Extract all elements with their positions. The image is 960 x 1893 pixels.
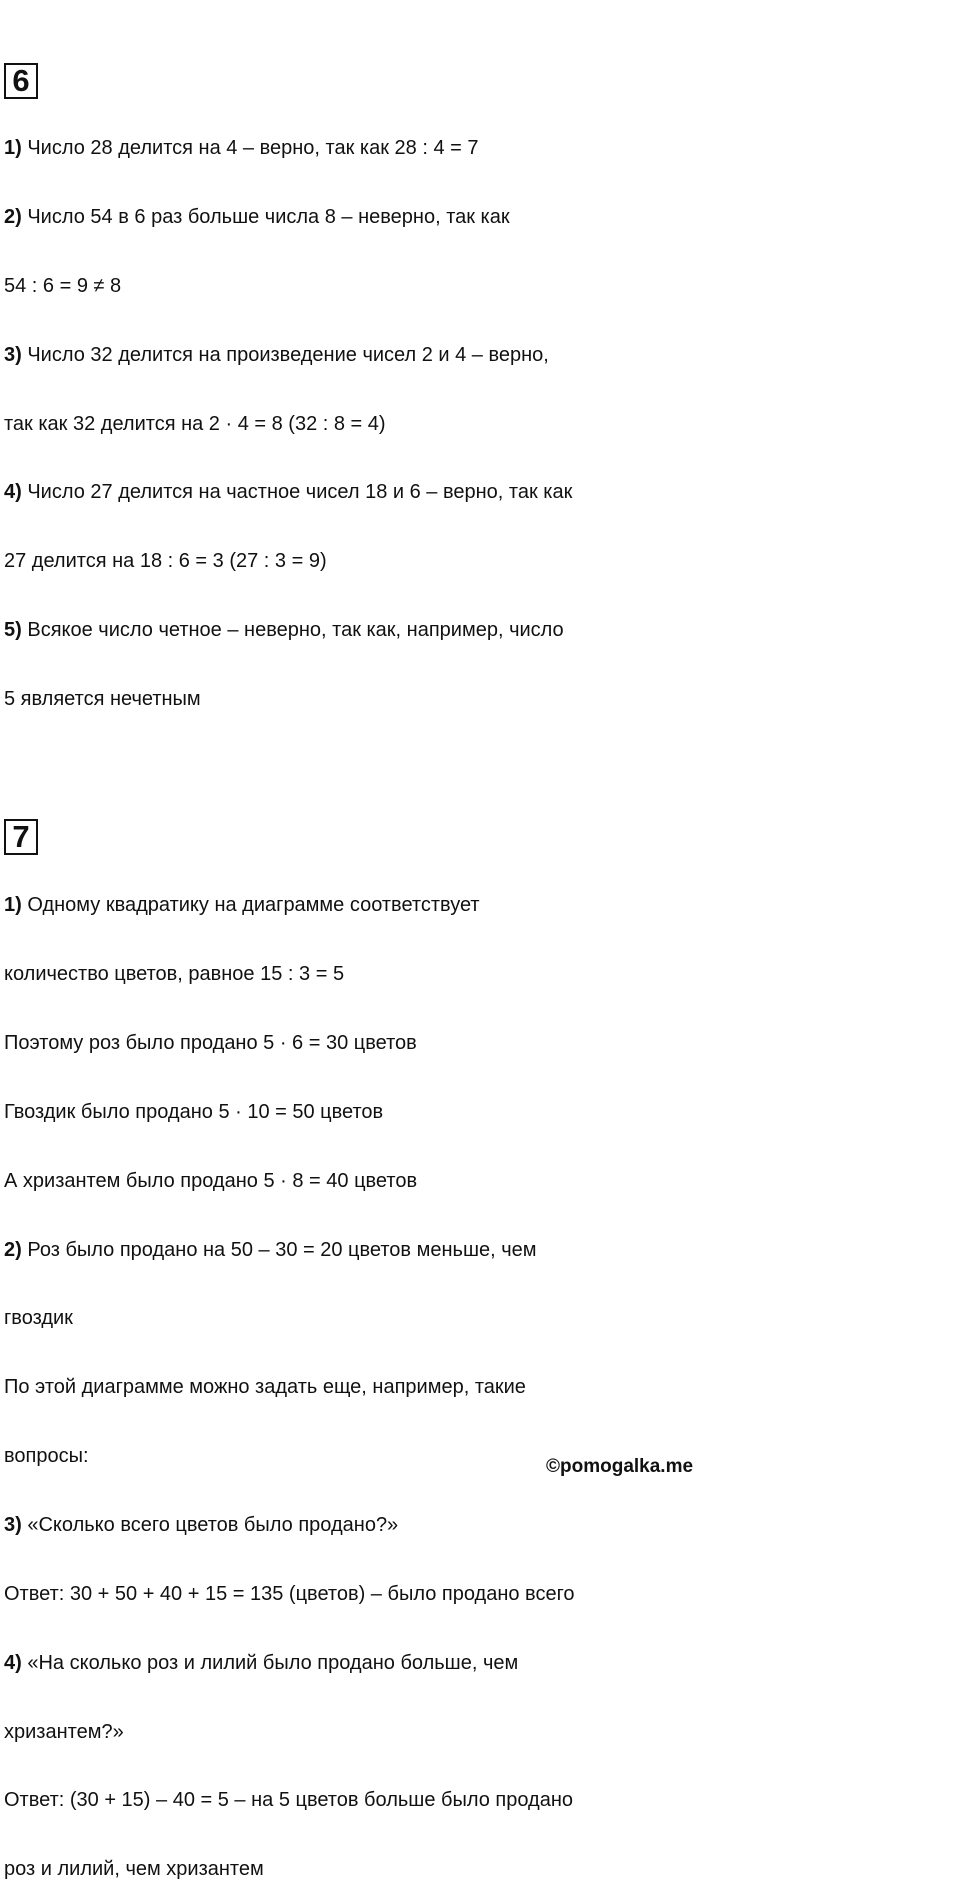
line-text: 5 является нечетным bbox=[4, 688, 201, 710]
line-text: 54 : 6 = 9 ≠ 8 bbox=[4, 275, 122, 297]
line-text: Поэтому роз было продано 5 · 6 = 30 цветов bbox=[4, 1032, 417, 1054]
task7-line bbox=[4, 1023, 960, 1063]
line-text: Всякое число четное – неверно, так как, например, число bbox=[21, 619, 564, 641]
line-text: Ответ: (30 + 15) – 40 = 5 – на 5 цветов больше было продано bbox=[4, 1789, 574, 1811]
item-number: 2) bbox=[4, 1239, 22, 1261]
task-number-6: 6 bbox=[4, 63, 38, 99]
line-text: Число 32 делится на произведение чисел 2 и 4 – верно, bbox=[21, 344, 549, 366]
task6-line bbox=[4, 266, 960, 306]
task7-line bbox=[4, 1712, 960, 1752]
task6-line bbox=[4, 610, 960, 650]
task7-line bbox=[4, 954, 960, 994]
task6-line bbox=[4, 335, 960, 375]
task7-line bbox=[4, 1505, 960, 1545]
task7-line bbox=[4, 1643, 960, 1683]
task7-line bbox=[4, 1230, 960, 1270]
line-text: А хризантем было продано 5 · 8 = 40 цветов bbox=[4, 1170, 418, 1192]
task7-line bbox=[4, 1161, 960, 1201]
line-text: «Сколько всего цветов было продано?» bbox=[21, 1514, 399, 1536]
item-number: 1) bbox=[4, 894, 22, 916]
task7-line bbox=[4, 1092, 960, 1132]
task7-line bbox=[4, 1849, 960, 1889]
item-number: 1) bbox=[4, 137, 22, 159]
task6-line bbox=[4, 541, 960, 581]
line-text: Роз было продано на 50 – 30 = 20 цветов меньше, чем bbox=[21, 1239, 537, 1261]
task6-line bbox=[4, 197, 960, 237]
line-text: хризантем?» bbox=[4, 1721, 124, 1743]
item-number: 4) bbox=[4, 481, 22, 503]
task7-line bbox=[4, 885, 960, 925]
task6-line bbox=[4, 404, 960, 444]
item-number: 4) bbox=[4, 1652, 22, 1674]
line-text: Ответ: 30 + 50 + 40 + 15 = 135 (цветов) – было продано всего bbox=[4, 1583, 575, 1605]
task7-line bbox=[4, 1780, 960, 1820]
line-text: Гвоздик было продано 5 · 10 = 50 цветов bbox=[4, 1101, 384, 1123]
line-text: вопросы: bbox=[4, 1445, 89, 1467]
item-number: 3) bbox=[4, 1514, 22, 1536]
line-text: Число 54 в 6 раз больше числа 8 – неверно, так как bbox=[21, 206, 510, 228]
line-text: Число 28 делится на 4 – верно, так как 28 : 4 = 7 bbox=[21, 137, 479, 159]
task-number-7: 7 bbox=[4, 819, 38, 855]
line-text: «На сколько роз и лилий было продано больше, чем bbox=[21, 1652, 519, 1674]
item-number: 3) bbox=[4, 344, 22, 366]
item-number: 2) bbox=[4, 206, 22, 228]
task7-line bbox=[4, 1574, 960, 1614]
task7-line bbox=[4, 1298, 960, 1338]
line-text: роз и лилий, чем хризантем bbox=[4, 1858, 264, 1880]
task7-line bbox=[4, 1367, 960, 1407]
line-text: 27 делится на 18 : 6 = 3 (27 : 3 = 9) bbox=[4, 550, 327, 572]
watermark: ©pomogalka.me bbox=[546, 1456, 694, 1477]
line-text: так как 32 делится на 2 · 4 = 8 (32 : 8 = 4) bbox=[4, 413, 386, 435]
task6-line bbox=[4, 679, 960, 719]
line-text: По этой диаграмме можно задать еще, например, такие bbox=[4, 1376, 526, 1398]
line-text: Число 27 делится на частное чисел 18 и 6 – верно, так как bbox=[21, 481, 573, 503]
item-number: 5) bbox=[4, 619, 22, 641]
line-text: Одному квадратику на диаграмме соответствует bbox=[21, 894, 480, 916]
task6-line bbox=[4, 128, 960, 168]
line-text: гвоздик bbox=[4, 1307, 73, 1329]
task7-line bbox=[4, 1436, 960, 1476]
task6-line bbox=[4, 472, 960, 512]
line-text: количество цветов, равное 15 : 3 = 5 bbox=[4, 963, 345, 985]
